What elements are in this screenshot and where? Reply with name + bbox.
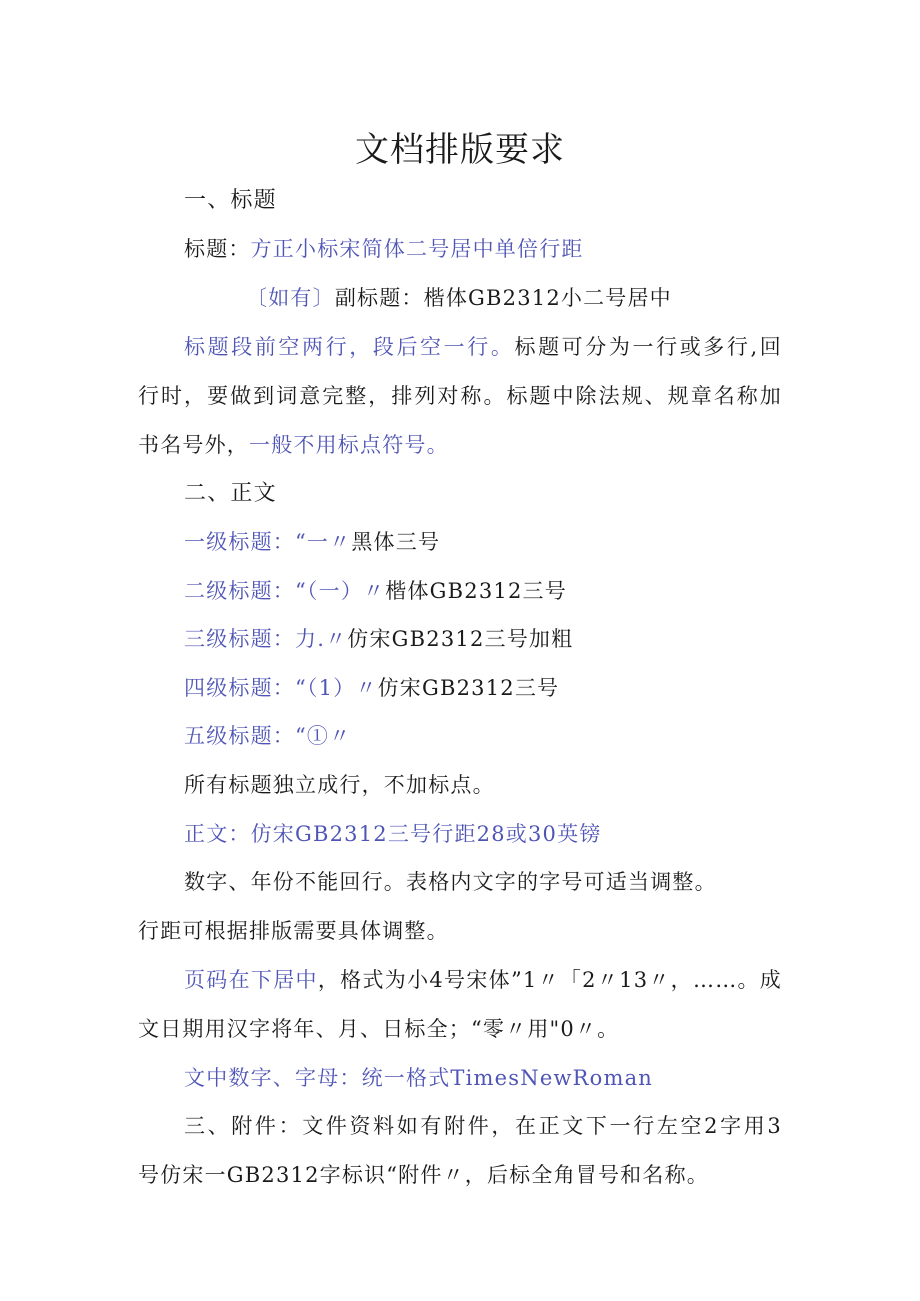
page-number-rule-line2: 文日期用汉字将年、月、日标全；“零〃用"0〃。 [138, 1017, 620, 1041]
no-punctuation-rule: 所有标题独立成行，不加标点。 [184, 773, 495, 797]
page-number-lead: 页码在下居中 [184, 968, 318, 992]
title-spacing-paragraph-line3 [138, 430, 788, 460]
section-heading-body: 二、正文 [184, 481, 277, 506]
heading-level-3 [184, 624, 834, 654]
title-spacing-paragraph-line1 [184, 332, 782, 362]
attachment-rule-line2: 号仿宋一GB2312字标识“附件〃，后标全角冒号和名称。 [138, 1163, 709, 1187]
subtitle-label: 副标题： [334, 286, 424, 310]
heading-level-2 [184, 576, 834, 606]
numbers-rule-line1: 数字、年份不能回行。表格内文字的字号可适当调整。 [184, 870, 717, 894]
title-spacing-rest: 标题可分为一行或多行,回 [514, 335, 782, 359]
title-spacing-tail-blue: 一般不用标点符号。 [249, 433, 449, 457]
heading-level-value: 楷体GB2312三号 [385, 579, 567, 603]
heading-level-label: 五级标题：“①〃 [184, 724, 352, 748]
section-heading-title: 一、标题 [184, 188, 277, 213]
heading-level-value: 黑体三号 [351, 530, 441, 554]
heading-level-1 [184, 527, 834, 557]
heading-level-5 [184, 721, 834, 751]
title-spacing-lead: 标题段前空两行，段后空一行。 [184, 335, 515, 359]
subtitle-font-rule [246, 283, 896, 313]
page-title: 文档排版要求 [355, 130, 565, 170]
title-font-rule [184, 234, 834, 264]
title-spacing-paragraph-line2: 行时，要做到词意完整，排列对称。标题中除法规、规章名称加 [138, 384, 782, 408]
heading-level-4 [184, 673, 834, 703]
body-font-rule: 正文：仿宋GB2312三号行距28或30英镑 [184, 822, 602, 846]
heading-level-value: 仿宋GB2312三号 [377, 676, 560, 700]
title-font-value: 方正小标宋简体二号居中单倍行距 [250, 237, 584, 261]
attachment-rule-line1: 三、附件：文件资料如有附件，在正文下一行左空2字用3 [184, 1114, 782, 1138]
subtitle-prefix: 〔如有〕 [246, 286, 335, 310]
heading-level-label: 四级标题：“（1）〃 [184, 676, 378, 700]
subtitle-value: 楷体GB2312小二号居中 [423, 286, 672, 310]
heading-level-label: 一级标题：“一〃 [184, 530, 352, 554]
heading-level-value: 仿宋GB2312三号加粗 [347, 627, 574, 651]
page-number-rule-line1 [184, 965, 782, 995]
page-number-rest: ，格式为小4号宋体”1〃「2〃13〃，……。成 [317, 968, 783, 992]
heading-level-label: 三级标题：力.〃 [184, 627, 348, 651]
title-spacing-tail-black: 书名号外， [138, 433, 249, 457]
font-family-rule: 文中数字、字母：统一格式TimesNewRoman [184, 1066, 654, 1090]
heading-level-label: 二级标题：“（一）〃 [184, 579, 386, 603]
numbers-rule-line2: 行距可根据排版需要具体调整。 [138, 919, 449, 943]
title-font-label: 标题： [184, 237, 251, 261]
